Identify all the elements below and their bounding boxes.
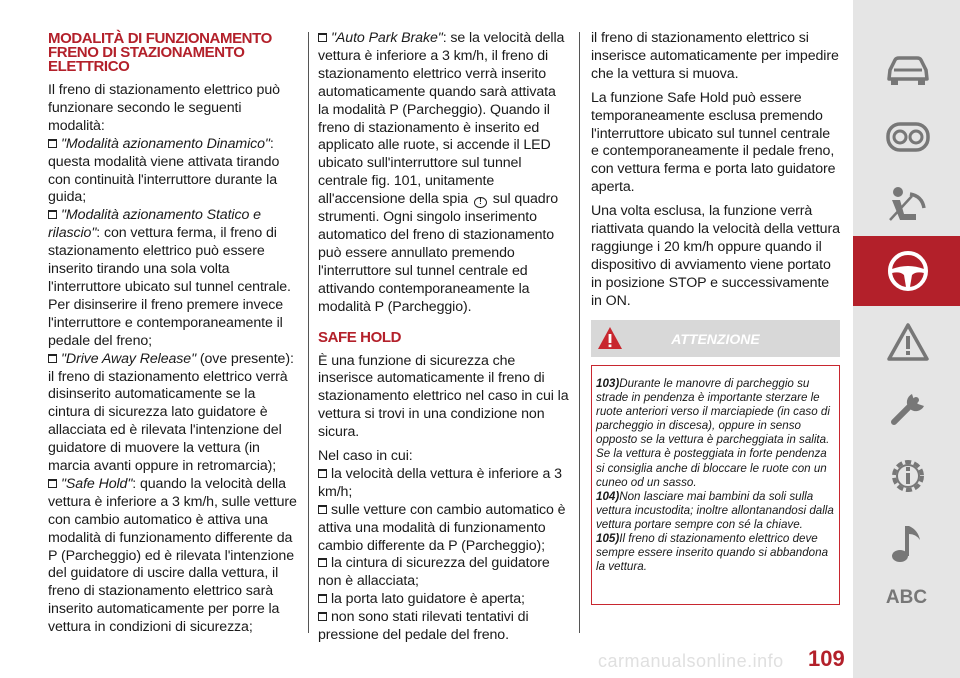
warning-note: 104)Non lasciare mai bambini da soli sulla vettura incustodita; inoltre allontanandosi dalla vettura portare sempre con sé la chiave.	[596, 489, 834, 531]
list-item: "Auto Park Brake": se la velocità della vettura è inferiore a 3 km/h, il freno di stazionamento elettrico verrà inserito automaticamente quando sarà attivata la modalità P (Parcheggio). Quando il freno di stazionamento è inserito ed applicato alle ruote, si accende il LED ubicato sull'interruttore sul tunnel centrale fig. 101, unitamente all'accensione della spia ! sul quadro strumenti. Ogni singolo inserimento automatico del freno di stazionamento può essere annullato premendo l'interruttore sul tunnel centrale ed attivando contemporaneamente la modalità P (Parcheggio).	[318, 30, 565, 315]
music-note-icon	[886, 522, 930, 566]
paragraph: È una funzione di sicurezza che inserisce automaticamente il freno di stazionamento elettrico nel caso in cui la vettura si trovi in una condizione non sicura.	[318, 352, 569, 441]
list-item: la porta lato guidatore è aperta;	[318, 591, 570, 609]
watermark: carmanualsonline.info	[598, 651, 784, 671]
column-divider	[308, 32, 309, 633]
warning-note: 103)Durante le manovre di parcheggio su strade in pendenza è importante sterzare le ruote anteriori verso il marciapiede (in caso di parcheggio in discesa), oppure in senso opposto se la vettura è parcheggiata in salita. Se la vettura è posteggiata in forte pendenza si consiglia anche di bloccare le ruote con un cuneo od un sasso.	[596, 377, 830, 489]
paragraph: il freno di stazionamento elettrico si inserisce automaticamente per impedire che la vettura si muova.	[591, 30, 839, 82]
checkbox-bullet-icon	[318, 469, 327, 478]
warning-header	[591, 320, 840, 357]
chapter-sidebar	[853, 0, 960, 678]
dashboard-icon	[886, 120, 930, 154]
sidebar-item-specs[interactable]	[853, 436, 960, 506]
parking-brake-warning-light-icon: !	[474, 197, 487, 208]
paragraph: La funzione Safe Hold può essere temporaneamente esclusa premendo l'interruttore ubicato sul tunnel centrale e contemporaneamente il pedale freno, con vettura ferma e porta lato guidatore aperta.	[591, 89, 836, 196]
checkbox-bullet-icon	[48, 479, 57, 488]
warning-triangle-icon	[886, 322, 930, 362]
checkbox-bullet-icon	[318, 33, 327, 42]
list-item: "Modalità azionamento Dinamico": questa modalità viene attivata tirando con continuità l'interruttore durante la guida;	[48, 135, 280, 206]
column-2	[318, 30, 570, 645]
page-number: 109	[808, 646, 845, 671]
checkbox-bullet-icon	[318, 558, 327, 567]
list-item: "Modalità azionamento Statico e rilascio": con vettura ferma, il freno di stazionamento elettrico può essere inserito tirando una sola volta l'interruttore ubicato sul tunnel centrale. Per disinserire il freno premere invece l'interruttore e contemporaneamente il pedale del freno;	[48, 207, 291, 349]
sidebar-item-index[interactable]: ABC	[885, 587, 928, 608]
column-3	[591, 30, 841, 317]
list-item: la cintura di sicurezza del guidatore non è allacciata;	[318, 555, 550, 590]
list-item: non sono stati rilevati tentativi di pressione del pedale del freno.	[318, 609, 529, 644]
sidebar-item-car[interactable]	[853, 36, 960, 106]
checkbox-bullet-icon	[48, 210, 57, 219]
column-divider	[579, 32, 580, 633]
paragraph: Una volta esclusa, la funzione verrà riattivata quando la velocità della vettura raggiunge i 20 km/h oppure quando il dispositivo di avviamento viene portato in posizione STOP e successivamente in ON.	[591, 203, 840, 309]
section-heading-modalita: MODALITÀ DI FUNZIONAMENTO FRENO DI STAZIONAMENTO ELETTRICO	[48, 30, 272, 75]
gear-info-icon	[886, 454, 930, 498]
sidebar-item-warning[interactable]	[853, 304, 960, 374]
sidebar-item-safety[interactable]	[853, 168, 960, 238]
list-item: "Safe Hold": quando la velocità della vettura è inferiore a 3 km/h, sulle vetture con cambio automatico è attiva una modalità di funzionamento differente da P (Parcheggio) ed è rilevata l'intenzione del guidatore di uscire dalla vettura, il freno di stazionamento elettrico sarà inserito automaticamente per porre la vettura in condizioni di sicurezza;	[48, 475, 297, 636]
wrench-icon	[886, 388, 930, 428]
checkbox-bullet-icon	[48, 139, 57, 148]
steering-wheel-icon	[886, 249, 930, 293]
list-item: "Drive Away Release" (ove presente): il freno di stazionamento elettrico verrà disinserito automaticamente se la cintura di sicurezza lato guidatore è allacciata ed è rilevata l'intenzione del guidatore di muovere la vettura (in marcia avanti oppure in retromarcia);	[48, 350, 294, 475]
paragraph: Nel caso in cui:	[318, 448, 413, 465]
seat-airbag-icon	[886, 186, 930, 226]
column-1	[48, 30, 298, 637]
list-item: sulle vetture con cambio automatico è attiva una modalità di funzionamento cambio differente da P (Parcheggio);	[318, 501, 566, 554]
warning-title: ATTENZIONE	[671, 331, 760, 347]
intro-paragraph: Il freno di stazionamento elettrico può funzionare secondo le seguenti modalità:	[48, 82, 280, 134]
car-icon	[886, 54, 930, 88]
sidebar-item-maintenance[interactable]	[853, 370, 960, 440]
warning-note: 105)Il freno di stazionamento elettrico deve sempre essere inserito quando si abbandona la vettura.	[596, 532, 829, 574]
checkbox-bullet-icon	[318, 505, 327, 514]
sidebar-item-dashboard[interactable]	[853, 102, 960, 172]
sidebar-item-driving[interactable]	[853, 236, 960, 306]
checkbox-bullet-icon	[48, 354, 57, 363]
warning-box	[591, 365, 840, 605]
sidebar-item-multimedia[interactable]	[853, 504, 960, 574]
checkbox-bullet-icon	[318, 612, 327, 621]
section-heading-safe-hold: SAFE HOLD	[318, 328, 402, 346]
checkbox-bullet-icon	[318, 594, 327, 603]
list-item: la velocità della vettura è inferiore a 3 km/h;	[318, 465, 562, 500]
